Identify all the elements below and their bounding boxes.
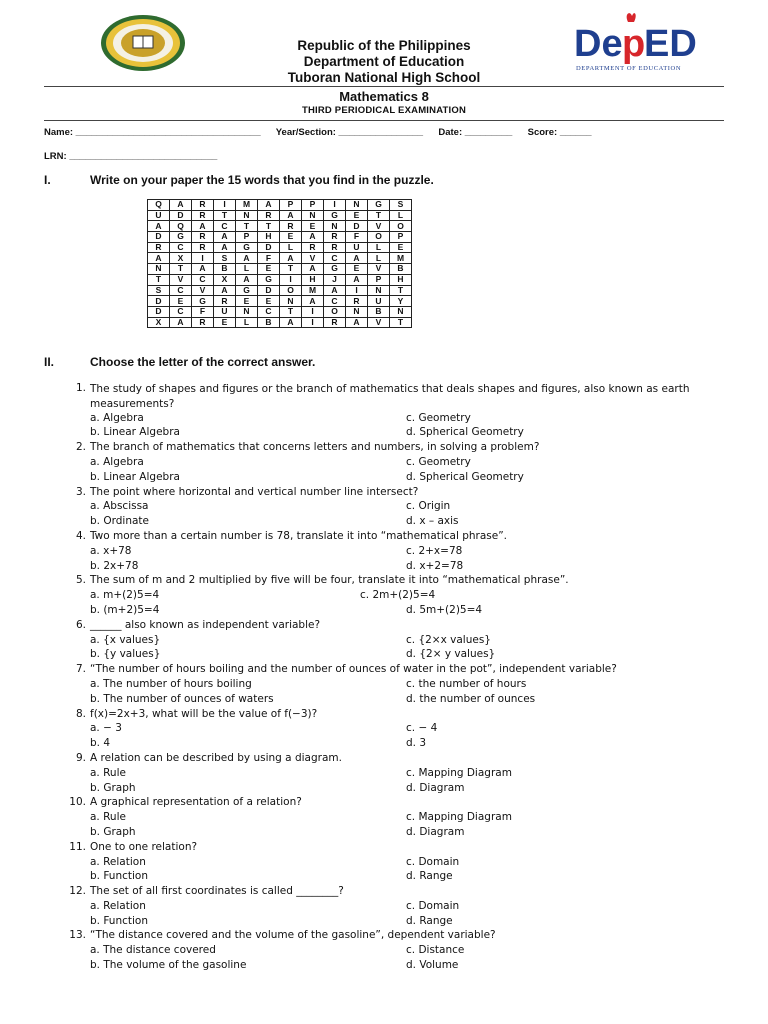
puzzle-cell: P <box>390 232 412 243</box>
choice-row <box>0 412 768 427</box>
puzzle-cell: A <box>346 274 368 285</box>
puzzle-cell: R <box>324 242 346 253</box>
choice-c[interactable]: c. the number of hours <box>406 677 527 690</box>
puzzle-cell: A <box>214 232 236 243</box>
choice-a[interactable]: a. − 3 <box>90 722 122 735</box>
puzzle-cell: N <box>346 200 368 211</box>
puzzle-cell: D <box>170 210 192 221</box>
puzzle-cell: C <box>170 242 192 253</box>
puzzle-cell: T <box>390 285 412 296</box>
choice-b[interactable]: b. Linear Algebra <box>90 426 180 439</box>
puzzle-cell: S <box>148 285 170 296</box>
puzzle-cell: E <box>214 317 236 328</box>
choice-row <box>0 515 768 530</box>
puzzle-cell: C <box>324 296 346 307</box>
puzzle-cell: X <box>214 274 236 285</box>
puzzle-cell: N <box>324 221 346 232</box>
puzzle-cell: A <box>280 317 302 328</box>
choice-b[interactable]: b. The volume of the gasoline <box>90 959 247 972</box>
subject-title: Mathematics 8 <box>339 89 429 104</box>
puzzle-cell: T <box>214 210 236 221</box>
choice-a[interactable]: a. Abscissa <box>90 500 149 513</box>
choice-b[interactable]: b. 2x+78 <box>90 559 139 572</box>
choice-c[interactable]: c. {2×x values} <box>406 633 491 646</box>
question-number: 7. <box>75 663 86 676</box>
lrn-field[interactable]: LRN: ____________________________ <box>44 151 218 162</box>
header-republic: Republic of the Philippines <box>297 38 471 53</box>
puzzle-cell: E <box>302 221 324 232</box>
puzzle-row <box>148 242 412 253</box>
puzzle-cell: R <box>346 296 368 307</box>
choice-row <box>0 560 768 575</box>
puzzle-cell: C <box>324 253 346 264</box>
puzzle-cell: A <box>324 285 346 296</box>
puzzle-cell: G <box>324 210 346 221</box>
exam-divider <box>44 120 724 121</box>
puzzle-cell: R <box>192 200 214 211</box>
choice-b[interactable]: b. The number of ounces of waters <box>90 692 274 705</box>
choice-b[interactable]: b. Function <box>90 870 149 883</box>
puzzle-cell: X <box>170 253 192 264</box>
puzzle-cell: G <box>324 264 346 275</box>
puzzle-cell: V <box>368 317 390 328</box>
puzzle-cell: S <box>390 200 412 211</box>
question-text: The point where horizontal and vertical number line intersect? <box>90 485 419 498</box>
puzzle-cell: T <box>170 264 192 275</box>
puzzle-cell: U <box>368 296 390 307</box>
puzzle-cell: D <box>346 221 368 232</box>
puzzle-cell: P <box>368 274 390 285</box>
choice-a[interactable]: a. Relation <box>90 855 146 868</box>
choice-a[interactable]: a. Rule <box>90 811 126 824</box>
puzzle-cell: O <box>390 221 412 232</box>
choice-d[interactable]: d. Spherical Geometry <box>406 470 524 483</box>
choice-row <box>0 737 768 752</box>
puzzle-cell: L <box>390 210 412 221</box>
question-item <box>0 530 768 545</box>
choice-row <box>0 604 768 619</box>
choice-d[interactable]: d. the number of ounces <box>406 692 536 705</box>
question-text: A graphical representation of a relation? <box>90 796 302 809</box>
puzzle-cell: A <box>192 264 214 275</box>
puzzle-cell: R <box>280 221 302 232</box>
choice-row <box>0 471 768 486</box>
puzzle-cell: D <box>148 232 170 243</box>
puzzle-cell: F <box>192 306 214 317</box>
puzzle-row <box>148 264 412 275</box>
choice-a[interactable]: a. Algebra <box>90 455 144 468</box>
puzzle-cell: A <box>236 274 258 285</box>
choice-c[interactable]: c. Domain <box>406 899 460 912</box>
choice-row <box>0 500 768 515</box>
puzzle-cell: I <box>346 285 368 296</box>
question-item <box>0 929 768 944</box>
section-2-number: II. <box>44 355 55 369</box>
choice-row <box>0 900 768 915</box>
exam-title: THIRD PERIODICAL EXAMINATION <box>301 105 467 116</box>
puzzle-cell: U <box>148 210 170 221</box>
puzzle-cell: E <box>390 242 412 253</box>
puzzle-cell: A <box>214 285 236 296</box>
svg-text:DEPARTMENT OF EDUCATION: DEPARTMENT OF EDUCATION <box>576 65 682 72</box>
puzzle-cell: N <box>368 285 390 296</box>
puzzle-cell: A <box>280 210 302 221</box>
choice-row <box>0 767 768 782</box>
puzzle-cell: G <box>258 274 280 285</box>
puzzle-cell: T <box>236 221 258 232</box>
puzzle-row <box>148 232 412 243</box>
year-section-field[interactable]: Year/Section: ________________ <box>275 127 424 138</box>
choice-a[interactable]: a. Algebra <box>90 411 144 424</box>
question-text: “The number of hours boiling and the number of ounces of water in the pot”, independent variable? <box>90 663 617 676</box>
choice-row <box>0 722 768 737</box>
question-text: ______ also known as independent variable? <box>90 618 321 631</box>
choice-d[interactable]: d. Spherical Geometry <box>406 426 524 439</box>
puzzle-cell: A <box>280 253 302 264</box>
choice-row <box>0 634 768 649</box>
puzzle-cell: E <box>258 296 280 307</box>
choice-c[interactable]: c. 2+x=78 <box>406 544 463 557</box>
puzzle-cell: E <box>346 210 368 221</box>
date-field[interactable]: Date: _________ <box>438 127 513 138</box>
puzzle-cell: R <box>324 317 346 328</box>
question-number: 2. <box>75 441 86 454</box>
question-number: 9. <box>75 751 86 764</box>
puzzle-cell: H <box>258 232 280 243</box>
puzzle-row <box>148 317 412 328</box>
section-2-instruction: Choose the letter of the correct answer. <box>90 355 316 369</box>
puzzle-cell: A <box>214 242 236 253</box>
puzzle-cell: D <box>258 285 280 296</box>
puzzle-cell: I <box>280 274 302 285</box>
question-text: “The distance covered and the volume of the gasoline”, dependent variable? <box>90 929 496 942</box>
document-header <box>0 38 768 86</box>
question-item <box>0 382 768 412</box>
choice-row <box>0 915 768 930</box>
choice-row <box>0 870 768 885</box>
choice-d[interactable]: d. 3 <box>406 737 427 750</box>
puzzle-cell: R <box>324 232 346 243</box>
student-fields <box>44 127 592 138</box>
choice-row <box>0 959 768 974</box>
svg-text:De: De <box>574 23 623 65</box>
choice-row <box>0 589 768 604</box>
score-field[interactable]: Score: ______ <box>527 127 592 138</box>
question-item <box>0 885 768 900</box>
choice-row <box>0 944 768 959</box>
question-item <box>0 441 768 456</box>
puzzle-cell: A <box>346 317 368 328</box>
puzzle-row <box>148 306 412 317</box>
header-department: Department of Education <box>303 54 465 69</box>
choice-d[interactable]: d. Range <box>406 870 453 883</box>
puzzle-cell: V <box>170 274 192 285</box>
puzzle-cell: Q <box>148 200 170 211</box>
choice-row <box>0 426 768 441</box>
puzzle-cell: H <box>302 274 324 285</box>
puzzle-cell: A <box>302 264 324 275</box>
puzzle-cell: L <box>236 264 258 275</box>
puzzle-row <box>148 296 412 307</box>
puzzle-cell: B <box>368 306 390 317</box>
puzzle-cell: E <box>236 296 258 307</box>
puzzle-cell: A <box>236 253 258 264</box>
choice-row <box>0 545 768 560</box>
section-1-instruction: Write on your paper the 15 words that you find in the puzzle. <box>90 173 434 187</box>
puzzle-cell: A <box>170 317 192 328</box>
puzzle-cell: O <box>280 285 302 296</box>
choice-row <box>0 693 768 708</box>
choice-a[interactable]: a. m+(2)5=4 <box>90 589 160 602</box>
puzzle-cell: P <box>236 232 258 243</box>
question-text: A relation can be described by using a diagram. <box>90 751 342 764</box>
choice-b[interactable]: b. 4 <box>90 737 111 750</box>
choice-c[interactable]: c. Geometry <box>406 455 471 468</box>
puzzle-cell: U <box>346 242 368 253</box>
puzzle-cell: A <box>302 296 324 307</box>
choice-d[interactable]: d. x – axis <box>406 515 459 528</box>
choice-row <box>0 856 768 871</box>
choice-c[interactable]: c. Distance <box>406 944 465 957</box>
puzzle-cell: M <box>236 200 258 211</box>
puzzle-cell: T <box>280 264 302 275</box>
question-number: 1. <box>75 382 86 394</box>
question-text: The study of shapes and figures or the branch of mathematics that deals shapes and figures, also known as earth measurements? <box>90 383 690 410</box>
question-number: 11. <box>69 840 86 853</box>
puzzle-cell: D <box>258 242 280 253</box>
puzzle-cell: N <box>346 306 368 317</box>
question-number: 5. <box>75 574 86 587</box>
puzzle-cell: G <box>236 285 258 296</box>
puzzle-cell: L <box>368 242 390 253</box>
puzzle-cell: A <box>302 232 324 243</box>
question-text: The branch of mathematics that concerns letters and numbers, in solving a problem? <box>90 441 540 454</box>
puzzle-row <box>148 253 412 264</box>
puzzle-cell: O <box>324 306 346 317</box>
puzzle-cell: M <box>390 253 412 264</box>
puzzle-cell: Y <box>390 296 412 307</box>
puzzle-cell: L <box>368 253 390 264</box>
choice-c[interactable]: c. 2m+(2)5=4 <box>360 589 436 602</box>
puzzle-row <box>148 210 412 221</box>
question-number: 4. <box>75 529 86 542</box>
puzzle-cell: D <box>148 306 170 317</box>
puzzle-cell: N <box>148 264 170 275</box>
choice-c[interactable]: c. Domain <box>406 855 460 868</box>
puzzle-cell: A <box>346 253 368 264</box>
puzzle-cell: T <box>390 317 412 328</box>
puzzle-cell: V <box>192 285 214 296</box>
puzzle-cell: E <box>258 264 280 275</box>
question-item <box>0 663 768 678</box>
choice-d[interactable]: d. Diagram <box>406 781 465 794</box>
question-item <box>0 752 768 767</box>
question-number: 13. <box>69 929 86 942</box>
question-text: The sum of m and 2 multiplied by five will be four, translate it into “mathematical phrase”. <box>90 574 569 587</box>
puzzle-cell: I <box>214 200 236 211</box>
puzzle-row <box>148 200 412 211</box>
question-text: One to one relation? <box>90 840 198 853</box>
puzzle-cell: N <box>236 210 258 221</box>
puzzle-cell: E <box>280 232 302 243</box>
puzzle-cell: G <box>170 232 192 243</box>
choice-row <box>0 811 768 826</box>
puzzle-cell: C <box>192 274 214 285</box>
choice-d[interactable]: d. {2× y values} <box>406 648 496 661</box>
question-number: 3. <box>75 485 86 498</box>
puzzle-cell: G <box>236 242 258 253</box>
puzzle-cell: C <box>170 306 192 317</box>
question-list <box>0 382 768 974</box>
choice-a[interactable]: a. Rule <box>90 766 126 779</box>
puzzle-cell: X <box>148 317 170 328</box>
choice-d[interactable]: d. Range <box>406 914 453 927</box>
svg-text:ED: ED <box>644 23 697 65</box>
choice-row <box>0 782 768 797</box>
puzzle-cell: E <box>346 264 368 275</box>
puzzle-cell: C <box>170 285 192 296</box>
puzzle-cell: H <box>390 274 412 285</box>
choice-c[interactable]: c. − 4 <box>406 722 438 735</box>
puzzle-cell: D <box>148 296 170 307</box>
puzzle-cell: E <box>170 296 192 307</box>
puzzle-cell: V <box>368 264 390 275</box>
choice-d[interactable]: d. Volume <box>406 959 459 972</box>
question-number: 12. <box>69 885 86 898</box>
puzzle-cell: R <box>148 242 170 253</box>
choice-row <box>0 826 768 841</box>
puzzle-cell: R <box>302 242 324 253</box>
choice-c[interactable]: c. Origin <box>406 500 451 513</box>
question-item <box>0 574 768 589</box>
choice-b[interactable]: b. Ordinate <box>90 515 149 528</box>
puzzle-cell: B <box>214 264 236 275</box>
choice-c[interactable]: c. Geometry <box>406 411 471 424</box>
choice-b[interactable]: b. Graph <box>90 781 136 794</box>
puzzle-cell: I <box>302 306 324 317</box>
puzzle-cell: R <box>192 242 214 253</box>
puzzle-cell: I <box>324 200 346 211</box>
puzzle-cell: O <box>368 232 390 243</box>
svg-text:p: p <box>622 23 646 65</box>
puzzle-cell: R <box>214 296 236 307</box>
word-search-puzzle <box>147 199 412 328</box>
puzzle-cell: N <box>390 306 412 317</box>
puzzle-cell: S <box>214 253 236 264</box>
question-text: Two more than a certain number is 78, translate it into “mathematical phrase”. <box>90 529 507 542</box>
puzzle-cell: T <box>368 210 390 221</box>
choice-b[interactable]: b. Linear Algebra <box>90 470 180 483</box>
puzzle-cell: B <box>258 317 280 328</box>
puzzle-cell: C <box>258 306 280 317</box>
question-number: 10. <box>69 796 86 809</box>
puzzle-cell: P <box>302 200 324 211</box>
choice-b[interactable]: b. Graph <box>90 825 136 838</box>
puzzle-cell: M <box>302 285 324 296</box>
puzzle-row <box>148 274 412 285</box>
puzzle-cell: L <box>236 317 258 328</box>
choice-c[interactable]: c. Mapping Diagram <box>406 766 512 779</box>
question-item <box>0 486 768 501</box>
choice-a[interactable]: a. x+78 <box>90 544 132 557</box>
puzzle-cell: F <box>258 253 280 264</box>
puzzle-cell: V <box>302 253 324 264</box>
puzzle-cell: P <box>280 200 302 211</box>
question-text: f(x)=2x+3, what will be the value of f(−3)? <box>90 707 318 720</box>
puzzle-row <box>148 221 412 232</box>
choice-row <box>0 648 768 663</box>
choice-a[interactable]: a. The distance covered <box>90 944 216 957</box>
question-number: 6. <box>75 618 86 631</box>
puzzle-cell: R <box>192 232 214 243</box>
header-divider <box>44 86 724 87</box>
puzzle-cell: L <box>280 242 302 253</box>
puzzle-cell: T <box>258 221 280 232</box>
puzzle-cell: A <box>148 253 170 264</box>
puzzle-cell: J <box>324 274 346 285</box>
puzzle-cell: G <box>368 200 390 211</box>
choice-row <box>0 456 768 471</box>
puzzle-cell: A <box>192 221 214 232</box>
question-number: 8. <box>75 707 86 720</box>
choice-b[interactable]: b. {y values} <box>90 648 161 661</box>
puzzle-cell: N <box>302 210 324 221</box>
puzzle-cell: C <box>214 221 236 232</box>
puzzle-cell: A <box>258 200 280 211</box>
puzzle-cell: N <box>236 306 258 317</box>
puzzle-cell: T <box>148 274 170 285</box>
puzzle-cell: N <box>280 296 302 307</box>
choice-a[interactable]: a. {x values} <box>90 633 161 646</box>
choice-d[interactable]: d. Diagram <box>406 825 465 838</box>
puzzle-cell: R <box>258 210 280 221</box>
choice-row <box>0 678 768 693</box>
puzzle-cell: V <box>368 221 390 232</box>
question-item <box>0 796 768 811</box>
choice-b[interactable]: b. Function <box>90 914 149 927</box>
puzzle-row <box>148 285 412 296</box>
puzzle-cell: I <box>302 317 324 328</box>
puzzle-cell: U <box>214 306 236 317</box>
puzzle-cell: A <box>170 200 192 211</box>
question-item <box>0 708 768 723</box>
question-item <box>0 619 768 634</box>
choice-d[interactable]: d. 5m+(2)5=4 <box>406 603 483 616</box>
puzzle-cell: T <box>280 306 302 317</box>
choice-c[interactable]: c. Mapping Diagram <box>406 811 512 824</box>
puzzle-cell: Q <box>170 221 192 232</box>
puzzle-cell: B <box>390 264 412 275</box>
puzzle-cell: F <box>346 232 368 243</box>
choice-d[interactable]: d. x+2=78 <box>406 559 464 572</box>
question-text: The set of all first coordinates is called ________? <box>90 885 344 898</box>
choice-a[interactable]: a. The number of hours boiling <box>90 677 252 690</box>
puzzle-cell: A <box>148 221 170 232</box>
header-school: Tuboran National High School <box>287 70 481 85</box>
puzzle-cell: R <box>192 210 214 221</box>
question-item <box>0 841 768 856</box>
choice-a[interactable]: a. Relation <box>90 899 146 912</box>
puzzle-cell: R <box>192 317 214 328</box>
puzzle-cell: G <box>192 296 214 307</box>
section-1-number: I. <box>44 173 51 187</box>
name-field[interactable]: Name: ___________________________________ <box>44 127 261 138</box>
choice-b[interactable]: b. (m+2)5=4 <box>90 603 160 616</box>
puzzle-cell: I <box>192 253 214 264</box>
